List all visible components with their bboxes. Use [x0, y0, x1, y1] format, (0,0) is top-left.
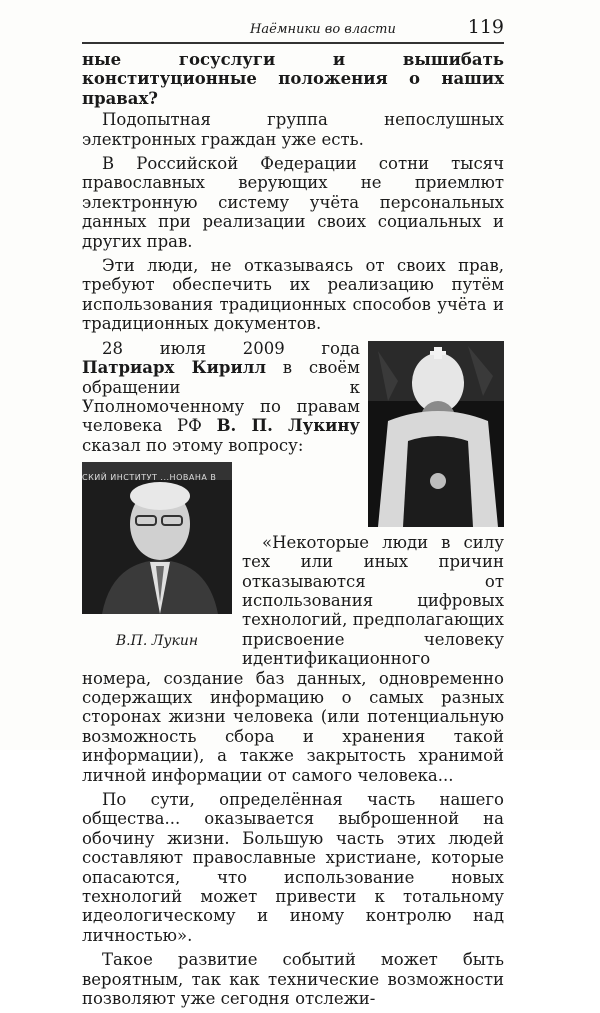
paragraph: Такое развитие событий может быть вероятным, так как технические возможности позволяют уже сегодня отслежи-	[82, 950, 504, 1009]
text-run: 28 июля 2009 года	[102, 338, 360, 358]
paragraph: Подопытная группа непослушных электронных граждан уже есть.	[82, 110, 504, 149]
page-number: 119	[467, 16, 504, 38]
lukin-caption: В.П. Лукин	[115, 633, 199, 650]
body-text	[82, 50, 504, 1013]
name-patriarch: Патриарх Кирилл	[82, 358, 266, 378]
photo-banner-text: СКИЙ ИНСТИТУТ ...НОВАНА В	[82, 473, 217, 483]
quote-text: «Некоторые люди в силу тех или иных причин отказываются от использования цифровых технологий, предполагающих присвоение человеку идентификационного номера, создание баз данных, одновременно содержащих информацию о самых разных сторонах жизни человека (или потенциальную возможность сбора и хранения такой информации), а также закрытость хранимой личной информации от самого человека...	[82, 532, 504, 785]
paragraph: В Российской Федерации сотни тысяч православных верующих не приемлют электронную систему учёта персональных данных при реализации своих социальных и других прав.	[82, 154, 504, 251]
paragraph: По сути, определённая часть нашего общества... оказывается выброшенной на обочину жизни. Большую часть этих людей составляют православные христиане, которые опасаются, что использование новых технологий может привести к тотальному идеологическому и иному контролю над личностью».	[82, 789, 504, 945]
name-lukin: В. П. Лукину	[216, 416, 360, 436]
page-header	[82, 12, 504, 44]
text-run: сказал по этому вопросу:	[82, 435, 304, 455]
running-title: Наёмники во власти	[250, 22, 396, 37]
patriarch-photo	[368, 341, 504, 527]
text-run: в своём обращении к Уполномоченному по правам человека РФ	[82, 358, 360, 436]
patriarch-portrait-image	[368, 341, 504, 527]
paragraph-continued: ные госуслуги и вышибать конституционные положения о наших правах?	[82, 50, 504, 108]
lukin-photo	[82, 462, 232, 614]
lukin-figure	[82, 462, 232, 662]
paragraph: Эти люди, не отказываясь от своих прав, требуют обеспечить их реализацию путём использования традиционных способов учёта и традиционных документов.	[82, 256, 504, 334]
